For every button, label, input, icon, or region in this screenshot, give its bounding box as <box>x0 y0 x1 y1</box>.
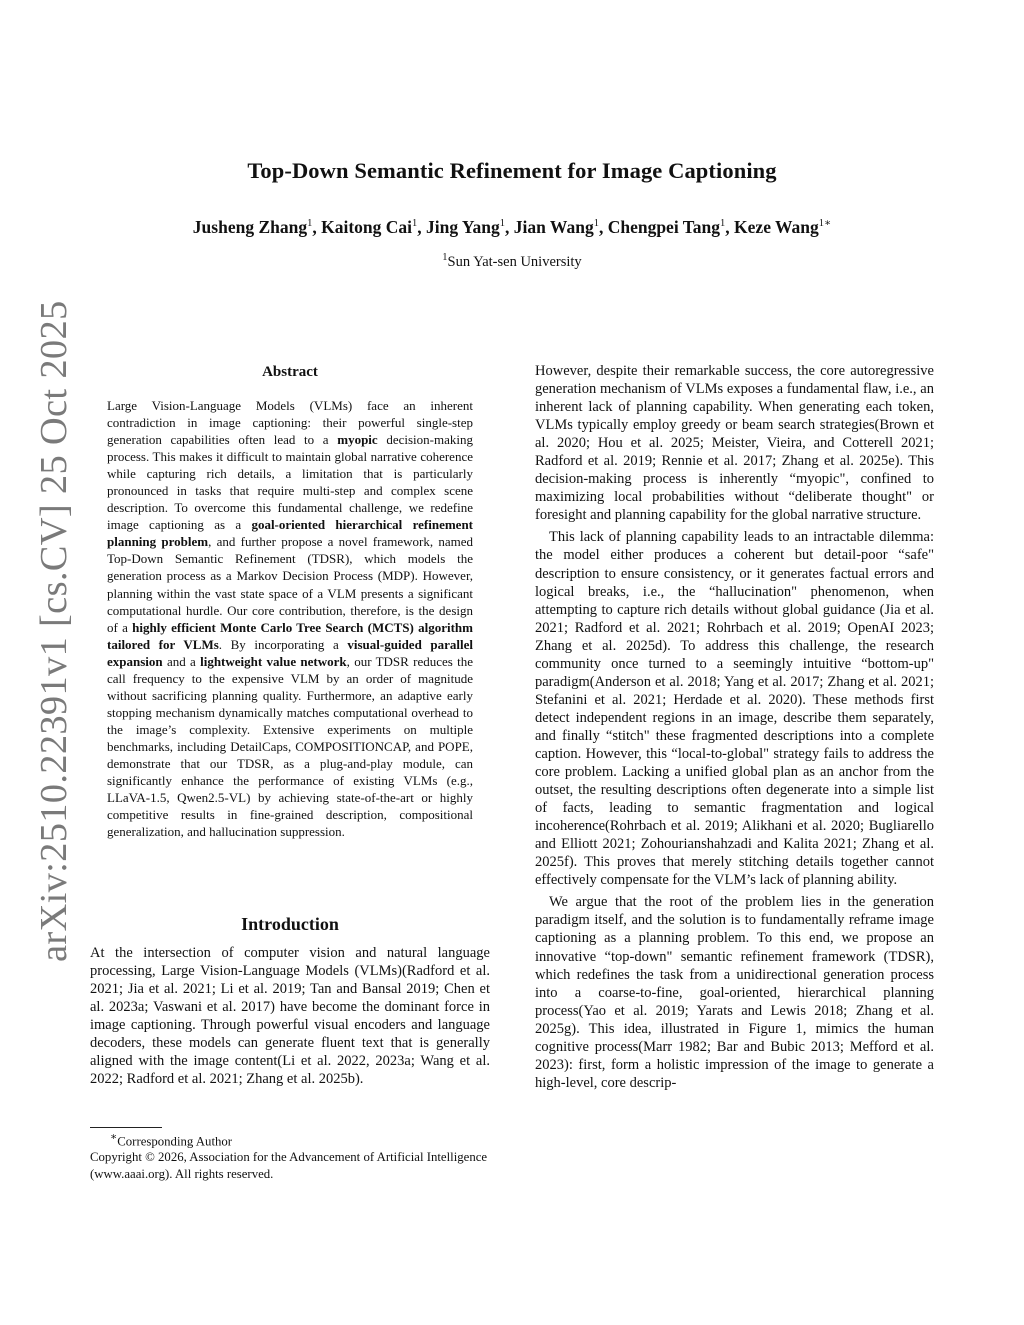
author-name: Chengpei Tang <box>607 217 721 237</box>
abstract-emphasis: myopic <box>337 432 378 448</box>
arxiv-stamp: arXiv:2510.22391v1 [cs.CV] 25 Oct 2025 <box>33 300 75 962</box>
abstract-text: , our TDSR reduces the call frequency to the expensive VLM by an order of magnitude without sacrificing planning quality. Furthermore, an adaptive early stopping mechanism dynamically matches computational overhead to the image’s complexity. Extensive experiments on multiple benchmarks, including DetailCaps, COMPOSITIONCAP, and POPE, demonstrate that our TDSR, as a plug-and-play module, can significantly enhance the performance of existing VLMs (e.g., LLaVA-1.5, Qwen2.5-VL) by achieving state-of-the-art or highly competitive results in fine-grained description, compositional generalization, and hallucination suppression. <box>107 653 473 840</box>
author-affiliation-mark: 1 <box>720 218 726 230</box>
footnote-corresponding-text: Corresponding Author <box>117 1134 233 1149</box>
author-affiliation-mark: 1∗ <box>818 218 832 230</box>
abstract-text: Large Vision-Language Models (VLMs) face an inherent contradiction in image captioning: their powerful single-step generation capabilities often lead to a <box>107 398 473 448</box>
abstract-emphasis: highly efficient Monte Carlo Tree Search (MCTS) algorithm tailored for VLMs <box>107 619 473 652</box>
footnote-rule <box>90 1127 162 1128</box>
author-name: Jusheng Zhang <box>192 217 308 237</box>
introduction-heading: Introduction <box>241 914 339 934</box>
right-column <box>535 362 934 1096</box>
abstract-body <box>107 397 473 840</box>
abstract-emphasis: goal-oriented hierarchical refinement planning problem <box>107 517 473 550</box>
abstract-text: , and further propose a novel framework, named Top-Down Semantic Refinement (TDSR), which models the generation process as a Markov Decision Process (MDP). However, planning within the vast state space of a VLM presents a significant computational hurdle. Our core contribution, therefore, is the design of a <box>107 534 473 635</box>
footnote-mark: ∗ <box>110 1132 118 1143</box>
abstract-text: decision-making process. This makes it difficult to maintain global narrative coherence while capturing rich details, a limitation that is particularly pronounced in tasks that require multi-step and complex scene description. To overcome this fundamental challenge, we redefine image captioning as a <box>107 432 473 533</box>
introduction-paragraph-1: At the intersection of computer vision and natural language processing, Large Vision-Language Models (VLMs)(Radford et al. 2021; Jia et al. 2021; Li et al. 2019; Tan and Bansal 2019; Chen et al. 2023a; Vaswani et al. 2017) have become the dominant force in image captioning. Through powerful visual encoders and language decoders, these models can generate fluent text that is generally aligned with the image content(Li et al. 2022, 2023a; Wang et al. 2022; Radford et al. 2021; Zhang et al. 2025b). <box>90 945 490 1088</box>
author-affiliation-mark: 1 <box>307 218 313 230</box>
intro-paragraph-4: We argue that the root of the problem lies in the generation paradigm itself, and the solution is to fundamentally reframe image captioning as a planning problem. To this end, we propose an innovative “top-down" semantic refinement framework (TDSR), which redefines the task from a unidirectional generation process into a coarse-to-fine, goal-oriented, hierarchical planning process(Yao et al. 2019; Yarats and Lewis 2018; Zhang et al. 2025g). This idea, illustrated in Figure 1, mimics the human cognitive process(Marr 1982; Bar and Bubic 2013; Mefford et al. 2023): first, form a holistic impression of the image to generate a high-level, core descrip- <box>535 894 934 1091</box>
author-list: Jusheng Zhang$^1$, Kaitong Cai$^1$, Jing Yang$^1$, Jian Wang$^1$, Chengpei Tang$^1$, Keze Wang$^{1∗}$ <box>192 217 832 237</box>
footnote-copyright: Copyright © 2026, Association for the Advancement of Artificial Intelligence (www.aaai.org). All rights reserved. <box>90 1150 488 1181</box>
abstract-text: and a <box>162 653 201 669</box>
author-name: Jing Yang <box>426 217 500 237</box>
paper-title: Top-Down Semantic Refinement for Image Captioning <box>247 158 777 183</box>
footnote <box>90 1130 490 1182</box>
abstract-emphasis: visual-guided parallel expansion <box>107 636 473 669</box>
abstract-heading: Abstract <box>262 364 318 380</box>
author-affiliation-mark: 1 <box>593 218 599 230</box>
author-affiliation-mark: 1 <box>412 218 418 230</box>
intro-paragraph-3: This lack of planning capability leads to an intractable dilemma: the model either produces a coherent but detail-poor “safe" description to ensure consistency, or it generates factual errors and logical breaks, i.e., the “hallucination" phenomenon, when attempting to capture rich details without global guidance (Jia et al. 2021; Radford et al. 2021; Rohrbach et al. 2019; OpenAI 2023; Zhang et al. 2025d). To address this challenge, the research community once turned to a seemingly intuitive “bottom-up" paradigm(Anderson et al. 2018; Yang et al. 2017; Zhang et al. 2021; Stefanini et al. 2021; Herdade et al. 2020). These methods first detect independent regions in an image, describe them separately, and finally “stitch" these fragmented descriptions into a complete caption. However, this “local-to-global" strategy fails to address the core problem. Lacking a unified global plan as an anchor from the outset, the resulting descriptions often degenerate into a simple list of facts, leading to semantic fragmentation and logical incoherence(Rohrbach et al. 2019; Alikhani et al. 2020; Bugliarello and Elliott 2021; Zohourianshahzadi and Kalita 2021; Zhang et al. 2025f). This proves that merely stitching details together cannot effectively compensate for the VLM’s lack of planning ability. <box>535 529 934 889</box>
intro-paragraph-2: However, despite their remarkable success, the core autoregressive generation mechanism of VLMs exposes a fundamental flaw, i.e., an inherent lack of planning capability. When generating each token, VLMs typically employ greedy or beam search strategies(Brown et al. 2020; Hou et al. 2025; Meister, Vieira, and Cotterell 2021; Radford et al. 2019; Rennie et al. 2017; Zhang et al. 2025e). This decision-making process is inherently “myopic", confined to maximizing local probabilities without “deliberate thought" or foresight and planning capability for the global narrative structure. <box>535 363 934 524</box>
author-affiliation-mark: 1 <box>499 218 506 230</box>
affiliation-mark: 1 <box>442 252 448 263</box>
author-name: Jian Wang <box>513 217 594 237</box>
affiliation-name: Sun Yat-sen University <box>447 253 582 270</box>
abstract-emphasis: lightweight value network <box>200 653 347 669</box>
author-name: Keze Wang <box>734 217 819 237</box>
author-name: Kaitong Cai <box>321 217 413 237</box>
affiliation <box>0 252 1024 271</box>
footnote-corresponding <box>90 1130 490 1149</box>
abstract-text: . By incorporating a <box>218 636 348 652</box>
